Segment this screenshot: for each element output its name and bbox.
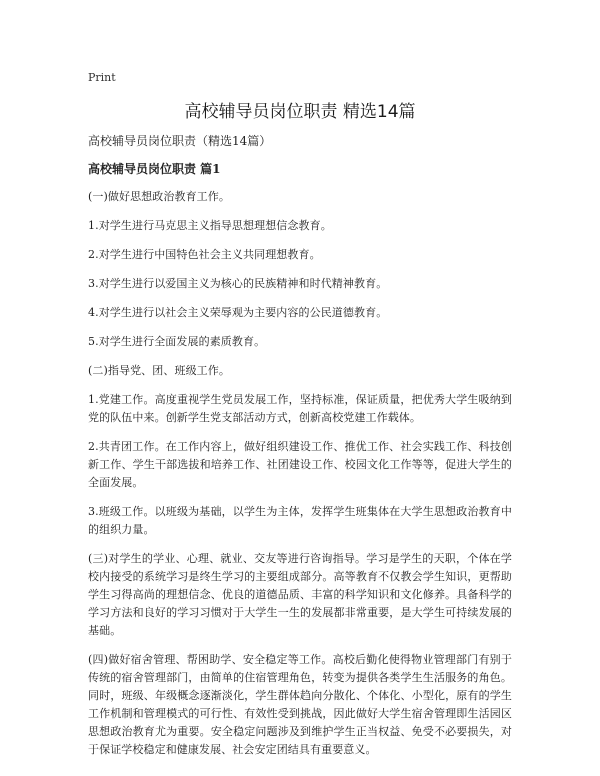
document-subtitle: 高校辅导员岗位职责（精选14篇） xyxy=(88,134,272,148)
paragraph-2: 1.对学生进行马克思主义指导思想理想信念教育。 xyxy=(88,219,332,232)
paragraph-3: 2.对学生进行中国特色社会主义共同理想教育。 xyxy=(88,248,321,261)
paragraph-8: 1.党建工作。高度重视学生党员发展工作，坚持标准，保证质量，把优秀大学生吸纳到党的队伍中来。创新学生党支部活动方式，创新高校党建工作载体。 xyxy=(88,393,512,424)
paragraph-11: (三)对学生的学业、心理、就业、交友等进行咨询指导。学习是学生的天职，个体在学校内接受的系统学习是终生学习的主要组成部分。高等教育不仅教会学生知识，更帮助学生习得高尚的理想信念、优良的道德品质、丰富的科学知识和文化修养。具备科学的学习方法和良好的学习习惯对于大学生一生的发展都非常重要，是大学生可持续发展的基础。 xyxy=(88,552,512,637)
paragraph-6: 5.对学生进行全面发展的素质教育。 xyxy=(88,335,266,348)
paragraph-7: (二)指导党、团、班级工作。 xyxy=(88,364,230,377)
paragraph-12: (四)做好宿舍管理、帮困助学、安全稳定等工作。高校后勤化使得物业管理部门有别于传统的宿舍管理部门，由简单的住宿管理角色，转变为提供各类学生生活服务的角色。同时，班级、年级概念逐渐淡化，学生群体趋向分散化、个体化、小型化，原有的学生工作机制和管理模式的可行性、有效性受到挑战，因此做好大学生宿舍管理即生活园区思想政治教育尤为重要。安全稳定问题涉及到维护学生正当权益、免受不必要损失，对于保证学校稳定和健康发展、社会安定团结具有重要意义。 xyxy=(88,653,512,756)
paragraph-5: 4.对学生进行以社会主义荣辱观为主要内容的公民道德教育。 xyxy=(88,306,388,319)
paragraph-1: (一)做好思想政治教育工作。 xyxy=(88,190,230,203)
paragraph-10: 3.班级工作。以班级为基础，以学生为主体，发挥学生班集体在大学生思想政治教育中的组织力量。 xyxy=(88,505,512,536)
paragraph-4: 3.对学生进行以爱国主义为核心的民族精神和时代精神教育。 xyxy=(88,277,388,290)
paragraph-9: 2.共青团工作。在工作内容上，做好组织建设工作、推优工作、社会实践工作、科技创新工作、学生干部选拔和培养工作、社团建设工作、校园文化工作等等，促进大学生的全面发展。 xyxy=(88,440,512,489)
section-heading: 高校辅导员岗位职责 篇1 xyxy=(88,162,221,176)
page-title: 高校辅导员岗位职责 精选14篇 xyxy=(184,102,416,122)
print-label: Print xyxy=(88,71,116,84)
